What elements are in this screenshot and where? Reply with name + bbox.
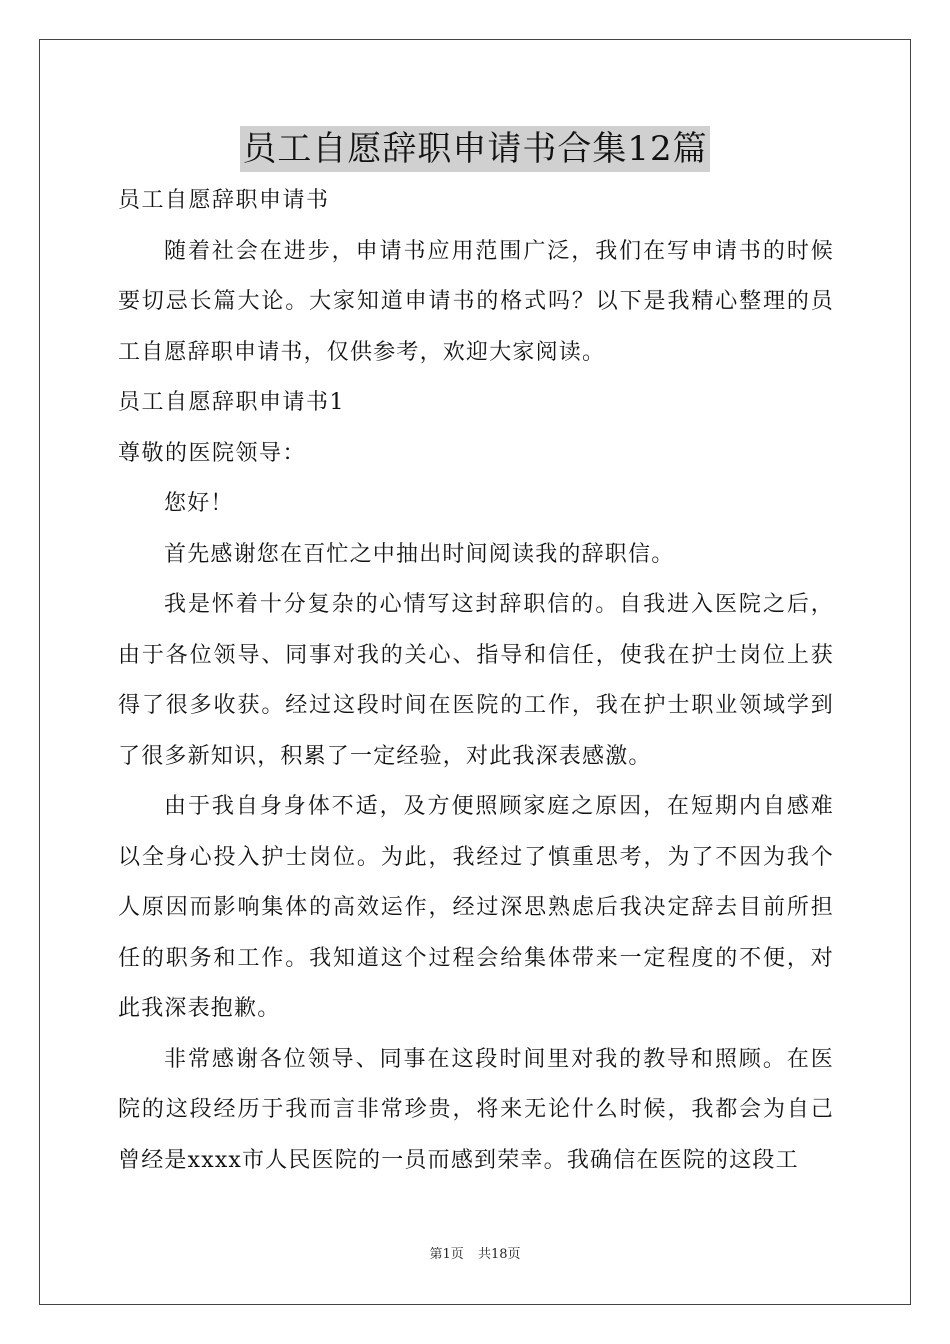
body-paragraph: 非常感谢各位领导、同事在这段时间里对我的教导和照顾。在医院的这段经历于我而言非常珍贵，将来无论什么时候，我都会为自己曾经是xxxx市人民医院的一员而感到荣幸。我确信在医院的这段工 [118,1046,834,1173]
page-total: 共18页 [477,1247,521,1262]
section-heading: 员工自愿辞职申请书1 [118,390,345,415]
document-subtitle: 员工自愿辞职申请书 [118,188,330,213]
document-body [118,176,834,1186]
page-number: 第1页 [429,1247,464,1262]
body-paragraph: 我是怀着十分复杂的心情写这封辞职信的。自我进入医院之后，由于各位领导、同事对我的关心、指导和信任，使我在护士岗位上获得了很多收获。经过这段时间在医院的工作，我在护士职业领域学到了很多新知识，积累了一定经验，对此我深表感激。 [118,592,834,769]
intro-paragraph: 随着社会在进步，申请书应用范围广泛，我们在写申请书的时候要切忌长篇大论。大家知道申请书的格式吗？以下是我精心整理的员工自愿辞职申请书，仅供参考，欢迎大家阅读。 [118,238,834,365]
greeting: 您好！ [164,491,234,516]
page-footer [0,1246,950,1264]
document-title: 员工自愿辞职申请书合集12篇 [240,126,709,172]
salutation: 尊敬的医院领导： [118,440,307,466]
body-paragraph: 由于我自身身体不适，及方便照顾家庭之原因，在短期内自感难以全身心投入护士岗位。为此，我经过了慎重思考，为了不因为我个人原因而影响集体的高效运作，经过深思熟虑后我决定辞去目前所担任的职务和工作。我知道这个过程会给集体带来一定程度的不便，对此我深表抱歉。 [118,794,834,1021]
title-container [0,126,950,172]
body-paragraph: 首先感谢您在百忙之中抽出时间阅读我的辞职信。 [164,541,675,567]
